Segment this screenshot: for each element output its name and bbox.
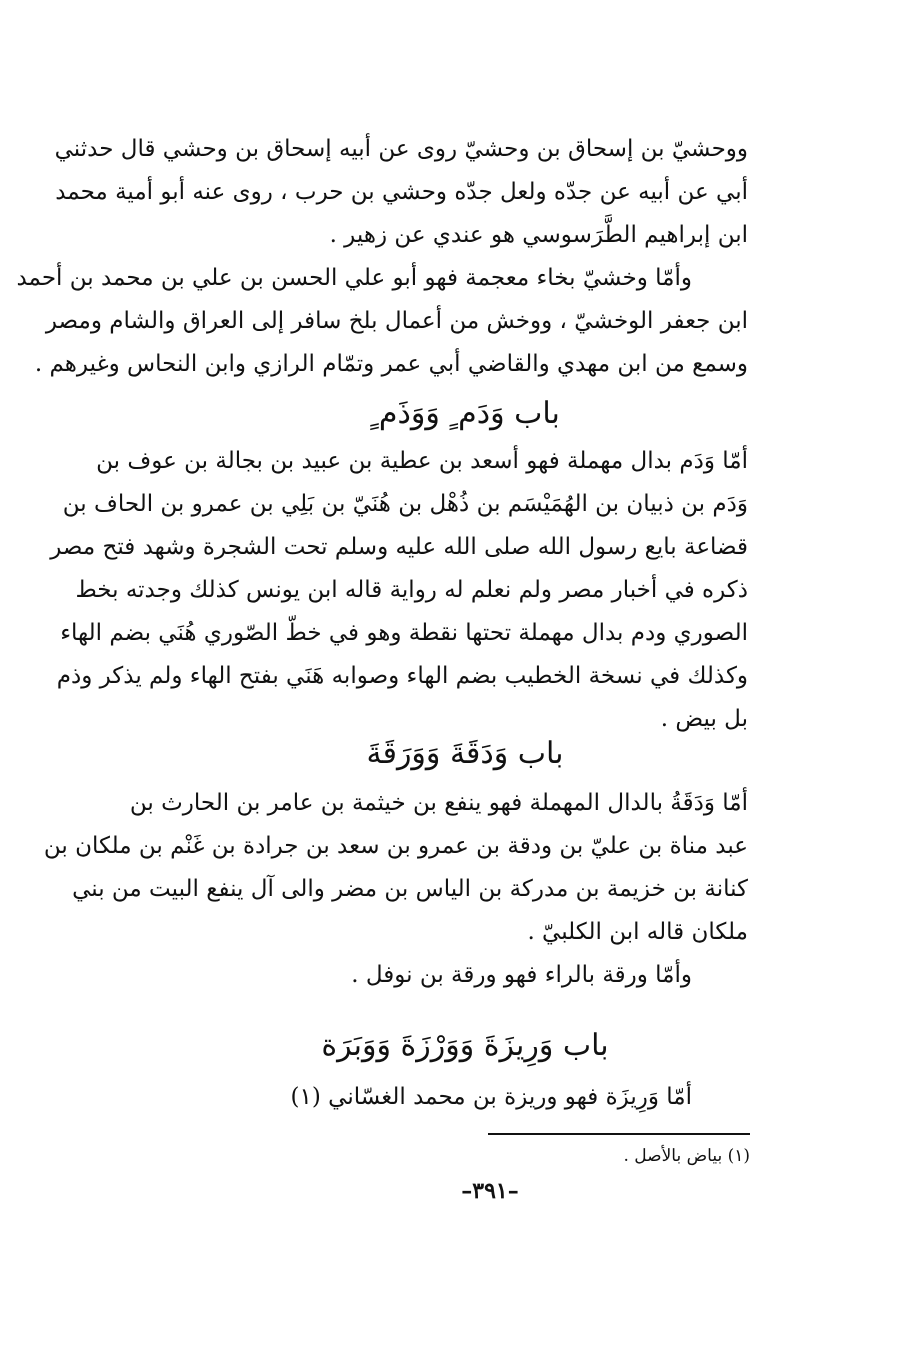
text-line: ووحشيّ بن إسحاق بن وحشيّ روى عن أبيه إسحاق بن وحشي قال حدثني <box>54 136 748 162</box>
footnote: (١) بياض بالأصل . <box>623 1146 750 1166</box>
text-line: وَدَم بن ذبيان بن الهُمَيْسَم بن ذُهْل بن هُنَيّ بن بَلِي بن عمرو بن الحاف بن <box>62 491 748 517</box>
text-line: الصوري ودم بدال مهملة تحتها نقطة وهو في خطّ الصّوري هُنَي بضم الهاء <box>60 620 748 646</box>
section-heading-wariza: باب وَرِيزَةَ وَوَرْزَةَ وَوَبَرَة <box>321 1028 609 1063</box>
footnote-divider <box>488 1133 750 1135</box>
text-line: ابن جعفر الوخشيّ ، ووخش من أعمال بلخ سافر إلى العراق والشام ومصر <box>45 308 748 334</box>
text-line: وأمّا وخشيّ بخاء معجمة فهو أبو علي الحسن بن علي بن محمد بن أحمد <box>16 265 692 291</box>
text-line: ملكان قاله ابن الكلبيّ . <box>527 919 748 945</box>
text-line: ذكره في أخبار مصر ولم نعلم له رواية قاله ابن يونس كذلك وجدته بخط <box>75 577 748 603</box>
paragraph-wariza <box>182 1076 748 1119</box>
text-line: كنانة بن خزيمة بن مدركة بن الياس بن مضر والى آل ينفع البيت من بني <box>72 876 748 902</box>
paragraph-wahshi <box>16 128 748 386</box>
paragraph-wadam <box>50 440 748 741</box>
paragraph-wadaqa <box>43 782 748 997</box>
text-line: وسمع من ابن مهدي والقاضي أبي عمر وتمّام الرازي وابن النحاس وغيرهم . <box>34 351 748 377</box>
section-heading-wadaqa: باب وَدَقَةَ وَوَرَقَةَ <box>366 736 564 771</box>
page-number: –٣٩١– <box>461 1178 519 1204</box>
text-line: بل بيض . <box>660 706 748 732</box>
text-line: أمّا وَرِيزَة فهو وريزة بن محمد الغسّاني (١) <box>290 1084 692 1110</box>
text-line: أمّا وَدَم بدال مهملة فهو أسعد بن عطية بن عبيد بن بجالة بن عوف بن <box>96 448 748 474</box>
text-line: ابن إبراهيم الطَّرَسوسي هو عندي عن زهير . <box>329 222 748 248</box>
text-line: أمّا وَدَقَةُ بالدال المهملة فهو ينفع بن خيثمة بن عامر بن الحارث بن <box>129 790 748 816</box>
text-line: قضاعة بايع رسول الله صلى الله عليه وسلم تحت الشجرة وشهد فتح مصر <box>50 534 748 560</box>
text-line: وكذلك في نسخة الخطيب بضم الهاء وصوابه هَنَي بفتح الهاء ولم يذكر وذم <box>56 663 748 689</box>
section-heading-wadam: باب وَدَم ٍ وَوَذَم ٍ <box>370 396 560 431</box>
text-line: وأمّا ورقة بالراء فهو ورقة بن نوفل . <box>351 962 692 988</box>
text-line: عبد مناة بن عليّ بن ودقة بن عمرو بن سعد بن جرادة بن غَنْم بن ملكان بن <box>43 833 748 859</box>
text-line: أبي عن أبيه عن جدّه ولعل جدّه وحشي بن حرب ، روى عنه أبو أمية محمد <box>55 179 748 205</box>
